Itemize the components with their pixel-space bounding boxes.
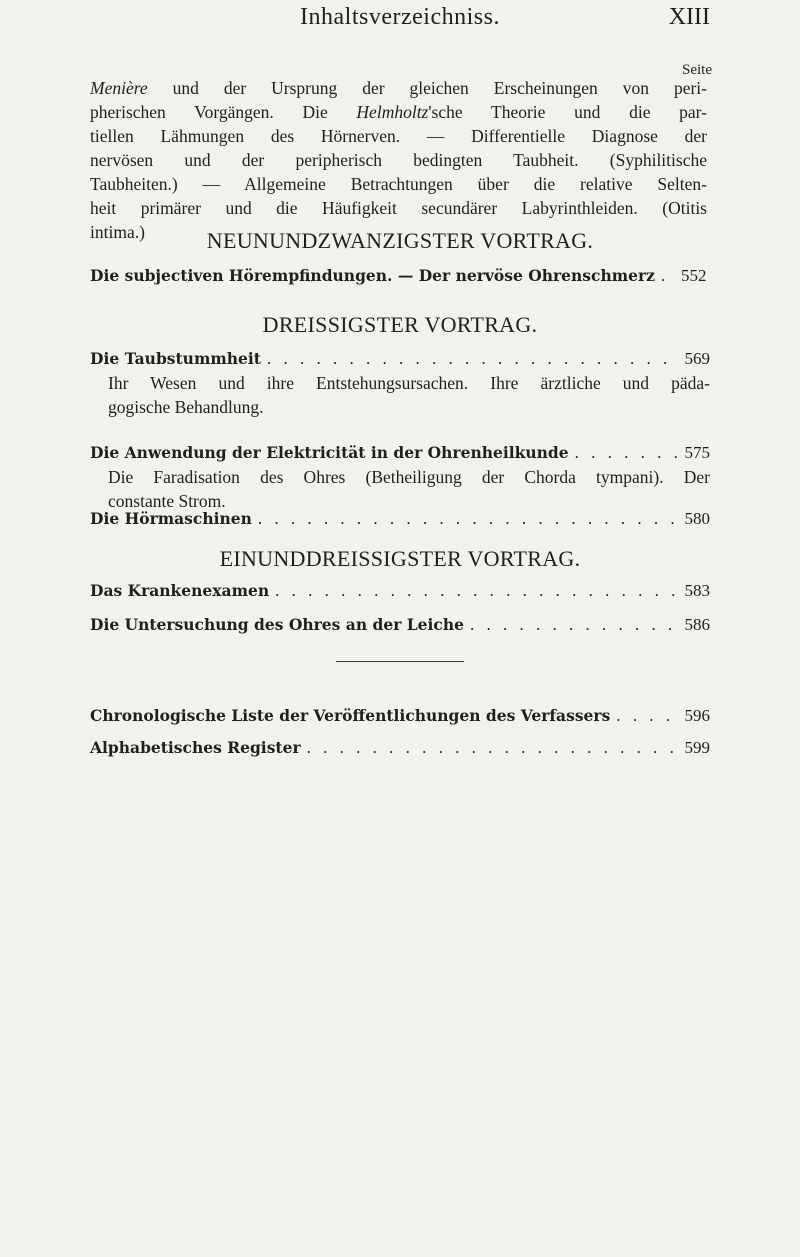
page-number: XIII (668, 4, 710, 30)
dot-leader (307, 736, 679, 760)
toc-entry[interactable] (90, 347, 710, 419)
entry-description: Die Faradisation des Ohres (Betheiligung der Chorda tympani). Der constante Strom. (108, 467, 710, 511)
entry-title: Die Hörmaschinen (90, 509, 252, 528)
intro-line: nervösen und der peripherisch bedingten Taubheit. (Syphilitische (90, 150, 707, 170)
divider-rule (336, 661, 464, 662)
entry-page-number: 599 (684, 738, 710, 757)
dot-leader (575, 441, 679, 465)
entry-title: Alphabetisches Register (90, 738, 301, 757)
dot-leader (661, 264, 675, 288)
dot-leader (267, 347, 679, 371)
dot-leader (470, 613, 679, 637)
entry-description: Ihr Wesen und ihre Entstehungsursachen. Ihre ärztliche und päda- gogische Behandlung. (108, 373, 710, 417)
intro-line: Menière und der Ursprung der gleichen Erscheinungen von peri- (90, 78, 707, 98)
entry-title: Die Taubstummheit (90, 349, 261, 368)
toc-entry[interactable] (90, 441, 710, 513)
running-header-title: Inhaltsverzeichniss. (300, 4, 500, 30)
dot-leader (258, 507, 679, 531)
intro-line: heit primärer und die Häufigkeit secundärer Labyrinthleiden. (Otitis (90, 198, 707, 218)
entry-page-number: 583 (684, 581, 710, 600)
toc-entry[interactable] (90, 579, 710, 603)
toc-entry[interactable] (90, 613, 710, 637)
dot-leader (616, 704, 678, 728)
entry-page-number: 580 (684, 509, 710, 528)
entry-title: Chronologische Liste der Veröffentlichungen des Verfassers (90, 706, 611, 725)
entry-title: Die subjectiven Hörempfindungen. — Der nervöse Ohrenschmerz (90, 266, 655, 285)
entry-page-number: 552 (680, 266, 707, 285)
entry-page-number: 575 (684, 443, 710, 462)
section-heading: NEUNUNDZWANZIGSTER VORTRAG. (206, 228, 594, 253)
page-column-label: Seite (682, 62, 712, 78)
toc-entry[interactable] (90, 507, 710, 531)
section-heading: EINUNDDREISSIGSTER VORTRAG. (219, 546, 581, 571)
toc-entry[interactable] (90, 736, 710, 760)
entry-page-number: 596 (684, 706, 710, 725)
section-heading: DREISSIGSTER VORTRAG. (262, 312, 538, 337)
toc-entry[interactable] (90, 704, 710, 728)
intro-line: Taubheiten.) — Allgemeine Betrachtungen über die relative Selten- (90, 174, 707, 194)
entry-page-number: 569 (684, 349, 710, 368)
intro-line: pherischen Vorgängen. Die Helmholtz'sche Theorie und die par- (90, 102, 707, 122)
intro-line: intima.) (90, 222, 145, 242)
dot-leader (275, 579, 678, 603)
intro-line: tiellen Lähmungen des Hörnerven. — Differentielle Diagnose der (90, 126, 707, 146)
entry-title: Die Anwendung der Elektricität in der Ohrenheilkunde (90, 443, 569, 462)
entry-title: Die Untersuchung des Ohres an der Leiche (90, 615, 464, 634)
toc-entry[interactable] (90, 264, 710, 288)
continued-paragraph (90, 76, 707, 244)
entry-page-number: 586 (684, 615, 710, 634)
entry-title: Das Krankenexamen (90, 581, 270, 600)
